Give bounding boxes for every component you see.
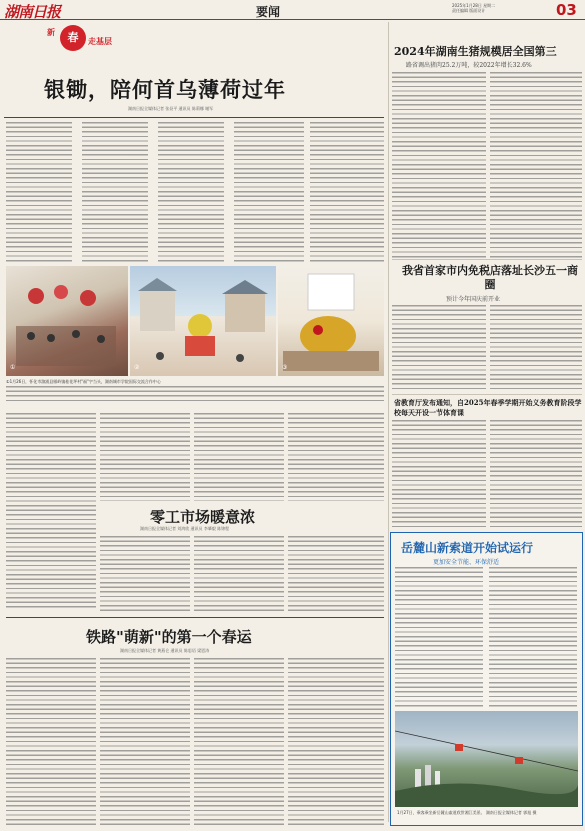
market-text-col-3 [194,536,284,613]
edu-rule [392,394,582,395]
lead-text-col-3 [158,122,224,262]
page-number: 03 [556,1,577,19]
lead-byline: 湖南日报全媒体记者 张昼平 通讯员 陈莉娜 谢军 [128,106,214,111]
banner-post: 走基层 [88,36,112,46]
spring-text-col-3 [194,658,284,826]
lead-photo-1 [6,266,128,376]
pig-subtitle: 路省调出猪肉25.2万吨，较2022年增长32.6% [406,62,532,69]
market-headline: 零工市场暖意浓 [150,508,256,526]
lead-text-col-5 [310,122,384,262]
lead-text-col-4 [234,122,304,262]
cable-car-illustration [395,711,578,807]
pig-headline: 2024年湖南生猪规模居全国第三 [394,45,557,58]
dutyfree-rule [392,259,582,260]
photo-number-2: ② [134,364,140,371]
photo-number-1: ① [10,364,16,371]
market-text-col-2 [100,536,190,613]
date-text: 2025年1月28日 星期二 [452,3,496,8]
section-title: 要闻 [256,5,281,19]
market-text-upper-2 [100,413,190,501]
yuelu-caption-text: 1月27日，乘客乘坐新岳麓山索道欣赏湘江美景。 [397,810,485,815]
photo-number-3: ③ [282,364,288,371]
dutyfree-text-col-1 [392,305,486,391]
lead-photo-3 [278,266,384,376]
market-text-upper-4 [288,413,384,501]
edu-text-col-1 [392,420,486,528]
market-text-col-1 [6,413,96,611]
date-line [452,3,495,13]
yuelu-headline: 岳麓山新索道开始试运行 [401,541,534,555]
market-text-upper-3 [194,413,284,501]
yuelu-box [390,532,583,826]
lead-headline: 银锄，陪何首乌薄荷过年 [44,77,286,102]
editor-text: 责任编辑 版面设计 [452,8,486,13]
festival-street-illustration [130,266,276,376]
spring-text-col-4 [288,658,384,826]
lion-dance-illustration [278,266,384,376]
pig-text-col-2 [490,72,582,258]
dutyfree-headline: 我省首家市内免税店落址长沙五一商圈 [402,264,578,291]
yuelu-caption [397,810,577,815]
market-byline: 湖南日报全媒体记者 刘鸿欣 通讯员 李肇毅 陈锦程 [140,526,230,531]
spring-badge: 春 [60,25,86,51]
yuelu-subtitle: 更加安全节能、环保舒适 [433,559,500,566]
column-divider [388,22,389,822]
yuelu-text-col-1 [395,567,483,707]
market-text-col-4 [288,536,384,613]
masthead [0,0,585,20]
spring-byline: 湖南日报全媒体记者 黄燕仑 通讯员 陈思语 梁恩涛 [120,648,210,653]
edu-text-col-2 [490,420,582,528]
lead-text-col-1 [6,122,72,262]
yuelu-photo-credit: 湖南日报全媒体记者 郭旭 摄 [485,810,537,815]
market-scene-illustration [6,266,128,376]
edu-headline: 省教育厅发布通知，自2025年春季学期开始义务教育阶段学校每天开设一节体育课 [394,398,582,417]
lead-photo-2 [130,266,276,376]
banner-pre: 新 [47,27,55,37]
lead-caption: ①1月26日，怀化市溆浦县雁岭镇桂花坪村"福"字当头，湖南城市学院国际交流合作中心 [6,379,161,384]
spring-text-col-2 [100,658,190,826]
yuelu-photo [395,711,578,807]
spring-rule [6,617,384,618]
lead-text-col-2 [82,122,148,262]
dutyfree-subtitle: 预计今年国庆前开业 [446,296,501,303]
spring-headline: 铁路"萌新"的第一个春运 [86,628,252,646]
lead-rule [4,117,384,118]
dutyfree-text-col-2 [490,305,582,391]
pig-text-col-1 [392,72,486,258]
newspaper-logo: 湖南日报 [4,3,61,21]
spring-text-col-1 [6,658,96,826]
yuelu-text-col-2 [489,567,577,707]
lead-caption-more [6,386,384,403]
